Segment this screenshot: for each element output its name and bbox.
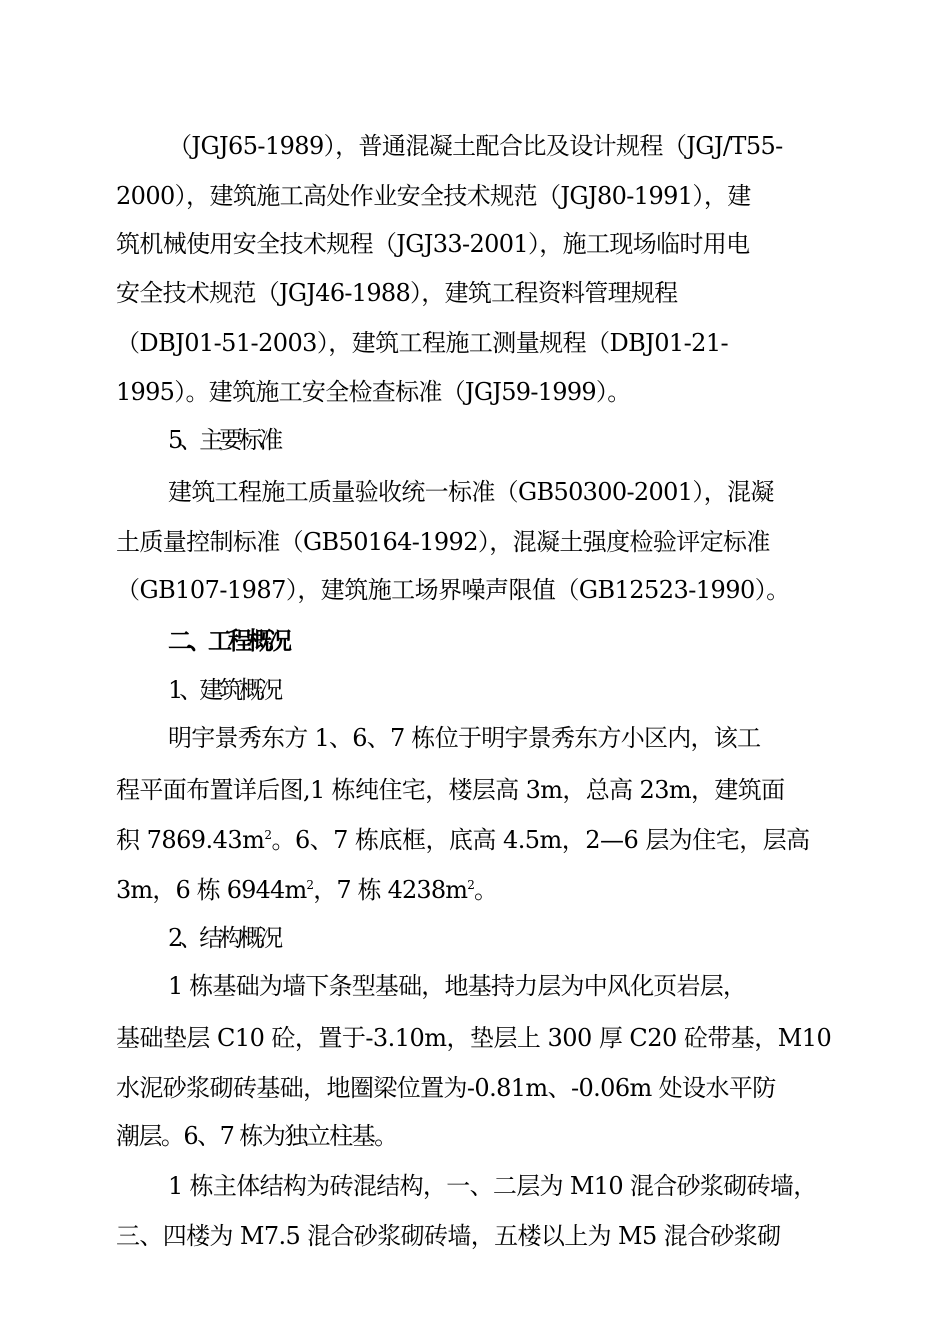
text-run: 3m，6 栋 6944m [116, 876, 307, 904]
text-run: 。6、7 栋底框，底高 4.5m，2—6 层为住宅，层高 [271, 826, 810, 854]
text-run: 程平面布置详后图,1 栋纯住宅，楼层高 3m，总高 23m，建筑面 [116, 776, 785, 804]
text-run: 基础垫层 C10 砼，置于-3.10m，垫层上 300 厚 C20 砼带基，M10 [116, 1024, 832, 1052]
paragraph-line [116, 1018, 852, 1058]
paragraph-line [168, 472, 852, 512]
text-run: 1、建筑概况 [168, 676, 280, 704]
text-run: 建筑工程施工质量验收统一标准（GB50300-2001），混凝 [168, 478, 774, 506]
subsection-title [168, 420, 852, 460]
text-run: 5、主要标准 [168, 426, 280, 454]
paragraph-line [116, 870, 852, 910]
paragraph-line [116, 176, 852, 216]
paragraph-line [116, 273, 852, 313]
superscript: 2 [264, 828, 272, 842]
subsection-title [168, 670, 852, 710]
text-run: 2、结构概况 [168, 924, 280, 952]
paragraph-line [116, 372, 852, 412]
text-run: 1 栋主体结构为砖混结构，一、二层为 M10 混合砂浆砌砖墙， [168, 1172, 817, 1200]
text-run: 2000），建筑施工高处作业安全技术规范（JGJ80-1991），建 [116, 182, 751, 210]
text-run: 明宇景秀东方 1、6、7 栋位于明宇景秀东方小区内，该工 [168, 724, 761, 752]
paragraph-line [116, 1216, 852, 1256]
text-run: 筑机械使用安全技术规程（JGJ33-2001），施工现场临时用电 [116, 230, 750, 258]
section-heading [168, 621, 852, 661]
paragraph-line [116, 323, 852, 363]
text-run: 二、工程概况 [168, 627, 288, 655]
text-run: 。 [474, 876, 498, 904]
text-run: 土质量控制标准（GB50164-1992），混凝土强度检验评定标准 [116, 528, 770, 556]
text-run: 潮层。6、7 栋为独立柱基。 [116, 1122, 397, 1150]
text-run: ，7 栋 4238m [313, 876, 468, 904]
paragraph-line [168, 126, 852, 166]
text-run: 积 7869.43m [116, 826, 265, 854]
paragraph-line [168, 966, 852, 1006]
subsection-title [168, 918, 852, 958]
paragraph-line [116, 770, 852, 810]
paragraph-line [116, 1068, 852, 1108]
text-run: （GB107-1987），建筑施工场界噪声限值（GB12523-1990）。 [116, 576, 790, 604]
paragraph-line [116, 224, 852, 264]
text-run: 1 栋基础为墙下条型基础，地基持力层为中风化页岩层， [168, 972, 747, 1000]
paragraph-line [168, 718, 852, 758]
superscript: 2 [306, 878, 314, 892]
superscript: 2 [467, 878, 475, 892]
paragraph-line [116, 820, 852, 860]
text-run: （DBJ01-51-2003），建筑工程施工测量规程（DBJ01-21- [116, 329, 729, 357]
text-run: 安全技术规范（JGJ46-1988），建筑工程资料管理规程 [116, 279, 678, 307]
text-run: 水泥砂浆砌砖基础，地圈梁位置为-0.81m、-0.06m 处设水平防 [116, 1074, 776, 1102]
text-run: （JGJ65-1989），普通混凝土配合比及设计规程（JGJ/T55- [168, 132, 783, 160]
paragraph-line [116, 522, 852, 562]
paragraph-line [116, 1116, 852, 1156]
paragraph-line [116, 570, 852, 610]
text-run: 1995）。建筑施工安全检查标准（JGJ59-1999）。 [116, 378, 631, 406]
text-run: 三、四楼为 M7.5 混合砂浆砌砖墙，五楼以上为 M5 混合砂浆砌 [116, 1222, 781, 1250]
paragraph-line [168, 1166, 852, 1206]
